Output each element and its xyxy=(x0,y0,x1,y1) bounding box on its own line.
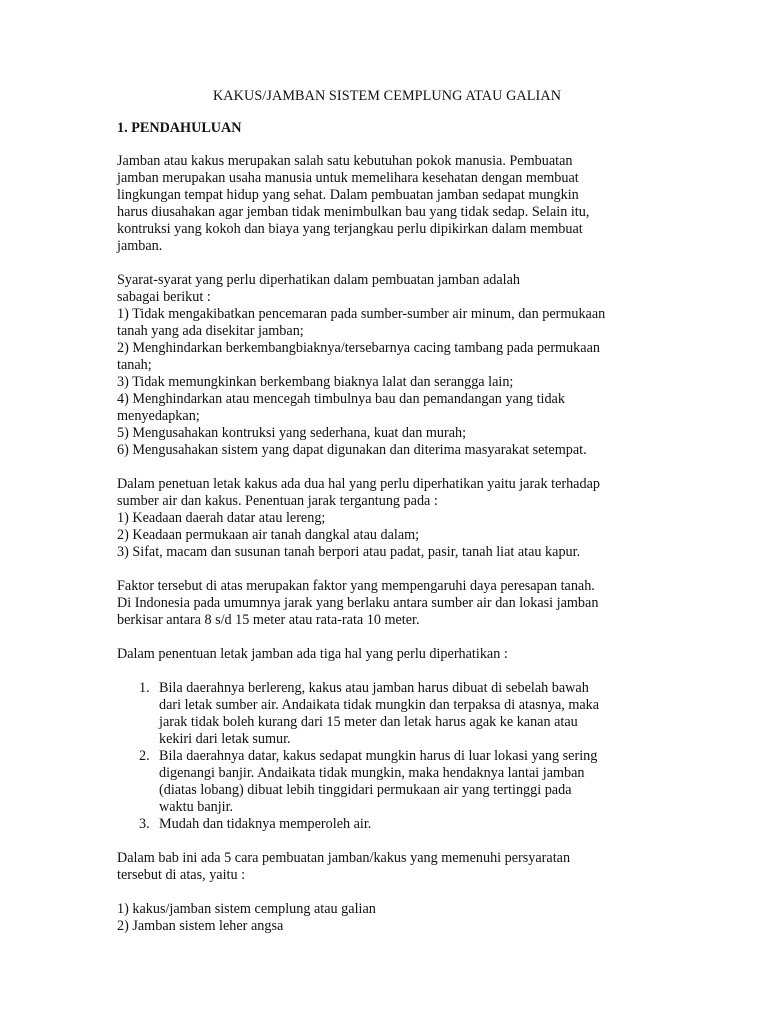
text-line: Bila daerahnya datar, kakus sedapat mungkin harus di luar lokasi yang sering xyxy=(159,748,598,764)
text-line: harus diusahakan agar jemban tidak menimbulkan bau yang tidak sedap. Selain itu, xyxy=(117,204,590,220)
text-line: waktu banjir. xyxy=(159,799,234,815)
text-line: sumber air dan kakus. Penentuan jarak tergantung pada : xyxy=(117,493,438,509)
text-line: 5) Mengusahakan kontruksi yang sederhana, kuat dan murah; xyxy=(117,425,467,441)
document-content xyxy=(117,88,657,952)
text-line: 2) Menghindarkan berkembangbiaknya/tersebarnya cacing tambang pada permukaan xyxy=(117,340,600,356)
text-line: tersebut di atas, yaitu : xyxy=(117,867,246,883)
text-line: 1) Tidak mengakibatkan pencemaran pada sumber-sumber air minum, dan permukaan xyxy=(117,306,606,322)
text-line: 1) Keadaan daerah datar atau lereng; xyxy=(117,510,326,526)
numbered-list xyxy=(117,680,657,833)
paragraph-list-intro xyxy=(117,646,657,663)
list-item xyxy=(117,748,657,816)
text-line: berkisar antara 8 s/d 15 meter atau rata-rata 10 meter. xyxy=(117,612,420,628)
text-line: jarak tidak boleh kurang dari 15 meter dan letak harus agak ke kanan atau xyxy=(159,714,578,730)
paragraph-method-list xyxy=(117,901,657,935)
text-line: jamban merupakan usaha manusia untuk memelihara kesehatan dengan membuat xyxy=(117,170,579,186)
document-title: KAKUS/JAMBAN SISTEM CEMPLUNG ATAU GALIAN xyxy=(212,88,562,104)
section-heading: 1. PENDAHULUAN xyxy=(117,120,242,136)
text-line: 1) kakus/jamban sistem cemplung atau galian xyxy=(117,901,376,917)
list-item xyxy=(117,816,657,833)
list-number: 1. xyxy=(139,680,150,696)
text-line: Dalam penetuan letak kakus ada dua hal yang perlu diperhatikan yaitu jarak terhadap xyxy=(117,476,600,492)
text-line: Syarat-syarat yang perlu diperhatikan dalam pembuatan jamban adalah xyxy=(117,272,520,288)
text-line: sabagai berikut : xyxy=(117,289,211,305)
text-line: digenangi banjir. Andaikata tidak mungkin, maka hendaknya lantai jamban xyxy=(159,765,585,781)
text-line: Dalam bab ini ada 5 cara pembuatan jamban/kakus yang memenuhi persyaratan xyxy=(117,850,571,866)
text-line: 2) Jamban sistem leher angsa xyxy=(117,918,284,934)
text-line: dari letak sumber air. Andaikata tidak mungkin dan terpaksa di atasnya, maka xyxy=(159,697,600,713)
text-line: Dalam penentuan letak jamban ada tiga hal yang perlu diperhatikan : xyxy=(117,646,508,662)
text-line: 4) Menghindarkan atau mencegah timbulnya bau dan pemandangan yang tidak xyxy=(117,391,565,407)
text-line: (diatas lobang) dibuat lebih tinggidari permukaan air yang tertinggi pada xyxy=(159,782,572,798)
text-line: jamban. xyxy=(117,238,163,254)
text-line: menyedapkan; xyxy=(117,408,200,424)
text-line: Bila daerahnya berlereng, kakus atau jamban harus dibuat di sebelah bawah xyxy=(159,680,589,696)
paragraph-intro xyxy=(117,153,657,255)
text-line: 3) Tidak memungkinkan berkembang biaknya lalat dan serangga lain; xyxy=(117,374,514,390)
text-line: 3) Sifat, macam dan susunan tanah berpori atau padat, pasir, tanah liat atau kapur. xyxy=(117,544,581,560)
paragraph-location xyxy=(117,476,657,561)
text-line: kontruksi yang kokoh dan biaya yang terjangkau perlu dipikirkan dalam membuat xyxy=(117,221,583,237)
paragraph-requirements xyxy=(117,272,657,459)
paragraph-factors xyxy=(117,578,657,629)
text-line: 2) Keadaan permukaan air tanah dangkal atau dalam; xyxy=(117,527,420,543)
text-line: Jamban atau kakus merupakan salah satu kebutuhan pokok manusia. Pembuatan xyxy=(117,153,573,169)
text-line: Mudah dan tidaknya memperoleh air. xyxy=(159,816,372,832)
text-line: kekiri dari letak sumur. xyxy=(159,731,291,747)
list-number: 2. xyxy=(139,748,150,764)
paragraph-methods xyxy=(117,850,657,884)
list-number: 3. xyxy=(139,816,150,832)
text-line: tanah; xyxy=(117,357,152,373)
text-line: tanah yang ada disekitar jamban; xyxy=(117,323,304,339)
list-item xyxy=(117,680,657,748)
text-line: Faktor tersebut di atas merupakan faktor yang mempengaruhi daya peresapan tanah. xyxy=(117,578,595,594)
text-line: lingkungan tempat hidup yang sehat. Dalam pembuatan jamban sedapat mungkin xyxy=(117,187,579,203)
text-line: Di Indonesia pada umumnya jarak yang berlaku antara sumber air dan lokasi jamban xyxy=(117,595,599,611)
text-line: 6) Mengusahakan sistem yang dapat digunakan dan diterima masyarakat setempat. xyxy=(117,442,587,458)
